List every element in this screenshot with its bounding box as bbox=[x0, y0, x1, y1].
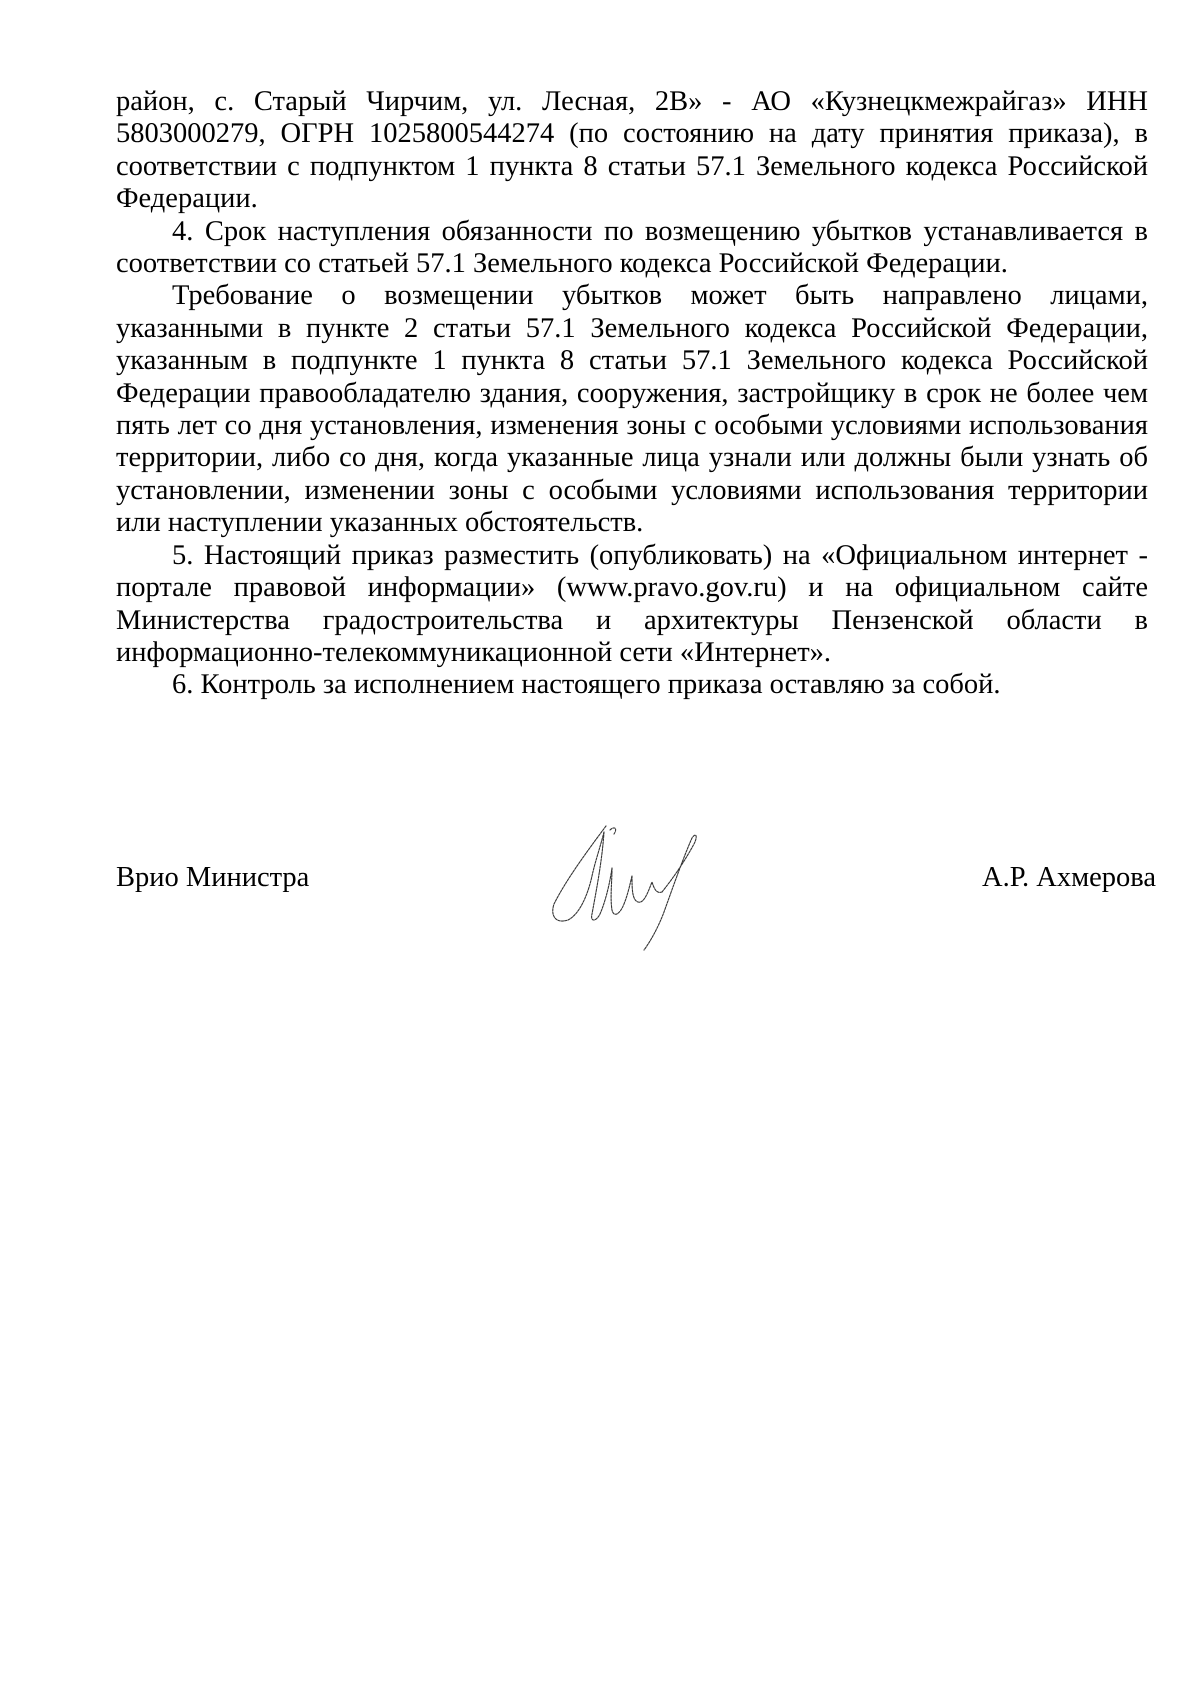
document-body bbox=[116, 86, 1148, 702]
signatory-name: А.Р. Ахмерова bbox=[982, 862, 1156, 893]
handwritten-signature bbox=[548, 822, 708, 952]
paragraph-item-4: 4. Срок наступления обязанности по возмещению убытков устанавливается в соответствии со статьей 57.1 Земельного кодекса Российской Федерации. bbox=[116, 215, 1148, 280]
paragraph-item-6: 6. Контроль за исполнением настоящего приказа оставляю за собой. bbox=[172, 669, 1001, 701]
paragraph-damages-claim: Требование о возмещении убытков может быть направлено лицами, указанными в пункте 2 статьи 57.1 Земельного кодекса Российской Федерации, указанным в подпункте 1 пункта 8 статьи 57.1 Земельного кодекса Российской Федерации правообладателю здания, сооружения, застройщику в срок не более чем пять лет со дня установления, изменения зоны с особыми условиями использования территории, либо со дня, когда указанные лица узнали или должны были узнать об установлении, изменении зоны с особыми условиями использования территории или наступлении указанных обстоятельств. bbox=[116, 280, 1148, 539]
paragraph-continuation: район, с. Старый Чирчим, ул. Лесная, 2В» - АО «Кузнецкмежрайгаз» ИНН 5803000279, ОГРН 1025800544274 (по состоянию на дату принятия приказа), в соответствии с подпунктом 1 пункта 8 статьи 57.1 Земельного кодекса Российской Федерации. bbox=[116, 86, 1148, 215]
paragraph-item-5: 5. Настоящий приказ разместить (опубликовать) на «Официальном интернет - портале правовой информации» (www.pravo.gov.ru) и на официальном сайте Министерства градостроительства и архитектуры Пензенской области в информационно-телекоммуникационной сети «Интернет». bbox=[116, 539, 1148, 668]
position-title: Врио Министра bbox=[116, 862, 310, 893]
